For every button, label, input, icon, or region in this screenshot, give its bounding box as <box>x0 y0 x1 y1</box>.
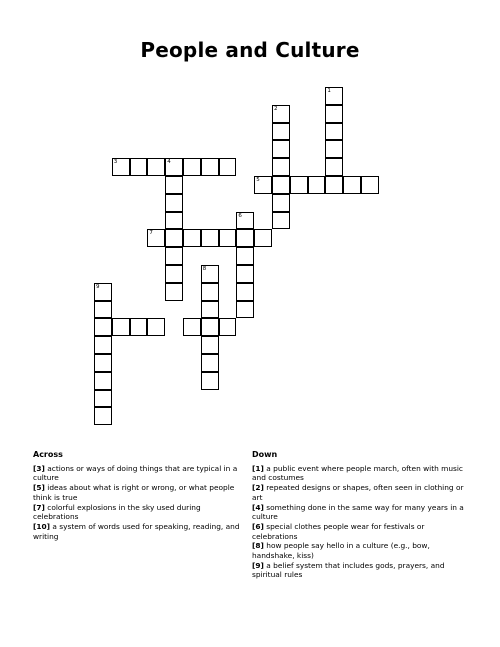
grid-cell[interactable] <box>325 105 343 123</box>
grid-cell[interactable] <box>94 336 112 354</box>
across-clue <box>33 503 248 522</box>
grid-cell[interactable] <box>272 212 290 230</box>
down-clue <box>252 561 464 580</box>
grid-cell[interactable] <box>219 318 237 336</box>
grid-cell[interactable] <box>130 158 148 176</box>
grid-cell[interactable] <box>325 123 343 141</box>
grid-cell[interactable] <box>236 301 254 319</box>
grid-cell[interactable] <box>94 301 112 319</box>
grid-cell[interactable] <box>325 176 343 194</box>
grid-cell[interactable] <box>112 318 130 336</box>
clue-number: [3] <box>33 463 45 473</box>
clue-text: a public event where people march, often with music and costumes <box>252 463 463 483</box>
grid-cell[interactable] <box>165 283 183 301</box>
grid-cell[interactable] <box>236 212 254 230</box>
grid-cell[interactable] <box>94 318 112 336</box>
clue-text: repeated designs or shapes, often seen in clothing or art <box>252 483 464 502</box>
grid-cell[interactable] <box>272 176 290 194</box>
puzzle-title: People and Culture <box>140 38 360 62</box>
grid-cell[interactable] <box>272 105 290 123</box>
grid-cell[interactable] <box>183 318 201 336</box>
clue-number: [6] <box>252 521 264 531</box>
down-clue <box>252 503 464 522</box>
grid-cell[interactable] <box>165 176 183 194</box>
clue-number: [4] <box>252 502 264 512</box>
grid-cell[interactable] <box>201 336 219 354</box>
grid-cell[interactable] <box>165 212 183 230</box>
grid-cell[interactable] <box>272 158 290 176</box>
down-clue <box>252 464 464 483</box>
grid-cell[interactable] <box>201 158 219 176</box>
grid-cell[interactable] <box>201 301 219 319</box>
grid-cell[interactable] <box>254 229 272 247</box>
grid-cell[interactable] <box>308 176 326 194</box>
clue-number: [10] <box>33 521 51 531</box>
grid-cell[interactable] <box>236 265 254 283</box>
grid-cell[interactable] <box>165 158 183 176</box>
grid-cell[interactable] <box>147 229 165 247</box>
clue-text: ideas about what is right or wrong, or what people think is true <box>33 483 235 502</box>
clue-text: special clothes people wear for festivals or celebrations <box>252 521 425 541</box>
grid-cell[interactable] <box>201 372 219 390</box>
grid-cell[interactable] <box>325 140 343 158</box>
down-clue <box>252 541 464 560</box>
down-clues <box>252 450 464 580</box>
across-clue <box>33 464 248 483</box>
grid-cell[interactable] <box>183 158 201 176</box>
clue-text: colorful explosions in the sky used during celebrations <box>33 502 201 522</box>
grid-cell[interactable] <box>94 372 112 390</box>
down-clue <box>252 483 464 502</box>
clue-number-label: 8 <box>202 266 207 272</box>
grid-cell[interactable] <box>290 176 308 194</box>
grid-cell[interactable] <box>219 158 237 176</box>
clue-number-label: 1 <box>327 88 331 94</box>
clue-text: a system of words used for speaking, reading, and writing <box>33 521 240 541</box>
grid-cell[interactable] <box>94 283 112 301</box>
grid-cell[interactable] <box>201 229 219 247</box>
grid-cell[interactable] <box>254 176 272 194</box>
grid-cell[interactable] <box>94 390 112 408</box>
clue-number-label: 7 <box>149 230 153 237</box>
grid-cell[interactable] <box>165 229 183 247</box>
across-clue <box>33 522 248 541</box>
grid-cell[interactable] <box>343 176 361 194</box>
grid-cell[interactable] <box>201 265 219 283</box>
across-heading: Across <box>33 450 63 459</box>
clue-text: a belief system that includes gods, prayers, and spiritual rules <box>252 560 445 580</box>
down-heading: Down <box>252 450 278 459</box>
clue-number: [2] <box>252 483 264 493</box>
clue-number-label: 5 <box>256 177 260 183</box>
grid-cell[interactable] <box>130 318 148 336</box>
grid-cell[interactable] <box>201 318 219 336</box>
grid-cell[interactable] <box>236 247 254 265</box>
grid-cell[interactable] <box>112 158 130 176</box>
clue-number: [1] <box>252 463 264 473</box>
clue-number-label: 2 <box>274 105 278 112</box>
down-clue <box>252 522 464 541</box>
grid-cell[interactable] <box>236 229 254 247</box>
clue-number: [7] <box>33 502 45 512</box>
across-clues <box>33 450 248 541</box>
grid-cell[interactable] <box>236 283 254 301</box>
grid-cell[interactable] <box>147 318 165 336</box>
grid-cell[interactable] <box>94 407 112 425</box>
grid-cell[interactable] <box>219 229 237 247</box>
across-clue <box>33 483 248 502</box>
grid-cell[interactable] <box>325 158 343 176</box>
grid-cell[interactable] <box>165 194 183 212</box>
clue-text: actions or ways of doing things that are typical in a culture <box>33 463 238 483</box>
grid-cell[interactable] <box>361 176 379 194</box>
grid-cell[interactable] <box>201 283 219 301</box>
clue-text: how people say hello in a culture (e.g., bow, handshake, kiss) <box>252 541 430 561</box>
clue-text: something done in the same way for many years in a culture <box>252 502 464 522</box>
clue-number-label: 9 <box>96 283 100 290</box>
clue-number: [5] <box>33 483 45 493</box>
grid-cell[interactable] <box>201 354 219 372</box>
grid-cell[interactable] <box>272 194 290 212</box>
grid-cell[interactable] <box>165 247 183 265</box>
grid-cell[interactable] <box>183 229 201 247</box>
grid-cell[interactable] <box>94 354 112 372</box>
clue-number: [8] <box>252 541 264 551</box>
grid-cell[interactable] <box>272 140 290 158</box>
grid-cell[interactable] <box>147 158 165 176</box>
grid-cell[interactable] <box>325 87 343 105</box>
grid-cell[interactable] <box>272 123 290 141</box>
clue-number-label: 4 <box>167 159 171 166</box>
clue-number: [9] <box>252 560 264 570</box>
clue-number-label: 6 <box>238 212 242 219</box>
grid-cell[interactable] <box>165 265 183 283</box>
clue-number-label: 3 <box>113 159 118 166</box>
